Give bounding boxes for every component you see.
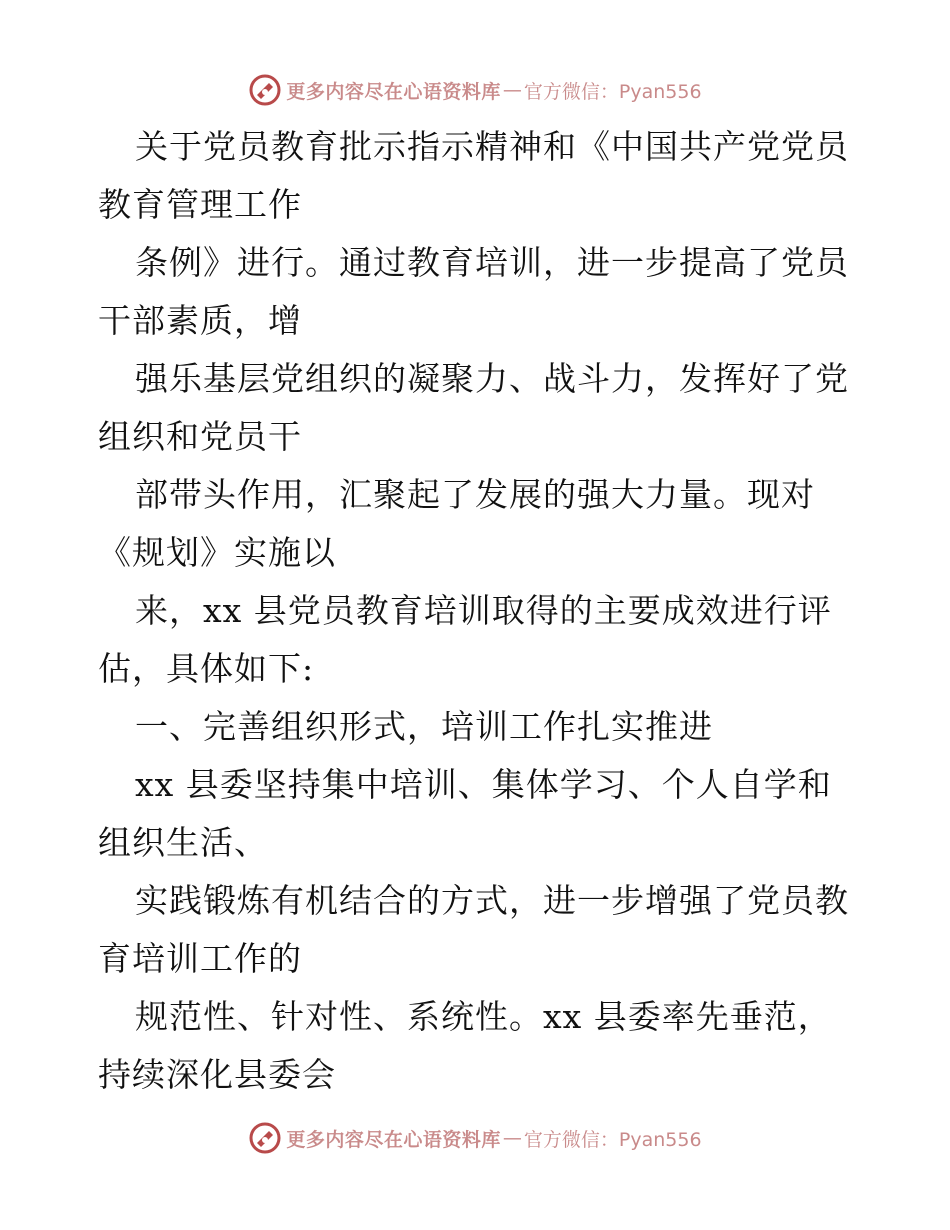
document-body [98, 118, 858, 1104]
paragraph [98, 988, 858, 1104]
paragraph-first-line: 强乐基层党组织的凝聚力、战斗力，发挥好了党 [135, 359, 849, 398]
paragraph-continuation-line: 干部素质，增 [98, 301, 302, 340]
paragraph [98, 872, 858, 988]
paragraph-first-line: 关于党员教育批示指示精神和《中国共产党党员 [135, 127, 849, 166]
paragraph-continuation-line: 育培训工作的 [98, 939, 302, 978]
paragraph-continuation-line: 估，具体如下: [98, 649, 315, 688]
paragraph [98, 582, 858, 698]
section-heading [98, 698, 858, 756]
wechat-contact-text: 官方微信：Pyan556 [523, 1128, 702, 1151]
banner-separator: — [502, 79, 522, 101]
footer-watermark-banner [0, 1120, 950, 1156]
paragraph-continuation-line: 持续深化县委会 [98, 1055, 336, 1094]
paragraph-first-line: 条例》进行。通过教育培训，进一步提高了党员 [135, 243, 849, 282]
logo-icon [248, 73, 282, 107]
paragraph [98, 234, 858, 350]
paragraph-first-line: 来，xx 县党员教育培训取得的主要成效进行评 [135, 591, 832, 630]
paragraph-first-line: 规范性、针对性、系统性。xx 县委率先垂范， [135, 997, 832, 1036]
paragraph [98, 466, 858, 582]
paragraph-continuation-line: 《规划》实施以 [98, 533, 336, 572]
wechat-contact-text: 官方微信：Pyan556 [523, 80, 702, 103]
header-watermark-banner [0, 72, 950, 108]
site-name-text: 更多内容尽在心语资料库 [286, 80, 501, 103]
paragraph-first-line: 部带头作用，汇聚起了发展的强大力量。现对 [135, 475, 815, 514]
paragraph-continuation-line: 教育管理工作 [98, 185, 302, 224]
paragraph-first-line: 实践锻炼有机结合的方式，进一步增强了党员教 [135, 881, 849, 920]
banner-separator: — [502, 1127, 522, 1149]
paragraph-first-line: xx 县委坚持集中培训、集体学习、个人自学和 [135, 765, 832, 804]
paragraph-continuation-line: 组织生活、 [98, 823, 268, 862]
section-heading-text: 一、完善组织形式，培训工作扎实推进 [135, 707, 713, 746]
paragraph [98, 118, 858, 234]
paragraph-continuation-line: 组织和党员干 [98, 417, 302, 456]
paragraph [98, 350, 858, 466]
paragraph [98, 756, 858, 872]
site-name-text: 更多内容尽在心语资料库 [286, 1128, 501, 1151]
logo-icon [248, 1121, 282, 1155]
